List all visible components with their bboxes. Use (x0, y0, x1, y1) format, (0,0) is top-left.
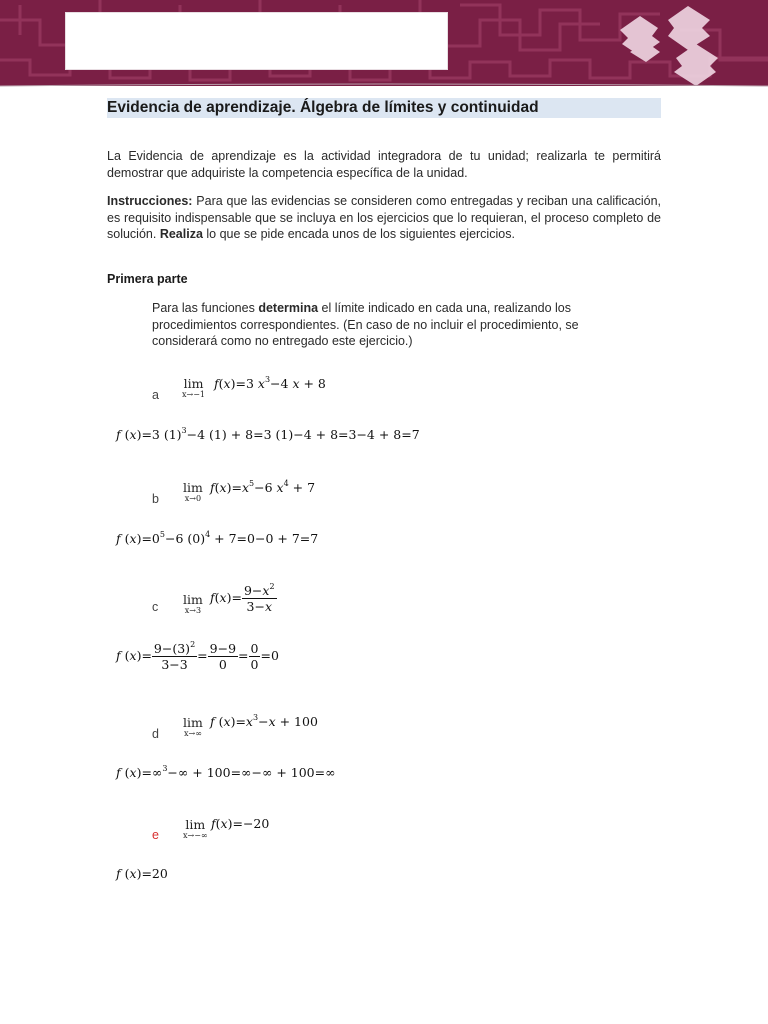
equation-c: f(x)= $\frac{9-x^2}{3-x}$ (210, 582, 275, 614)
lim-word: lim (183, 715, 203, 730)
equation-a: f(x)=3 $x^3-4$ x + 8 (214, 375, 326, 391)
lim-subscript: x→0 (184, 494, 202, 503)
solution-b: f $(x)=0^5-6$ $(0)^4 + 7=0-0 + 7=7$ (116, 530, 319, 546)
equation-d: f $(x)=x^3-x + 100$ (210, 713, 318, 729)
instructions-label: Instrucciones: (107, 194, 193, 208)
limit-operator-c (183, 593, 203, 615)
page-title: Evidencia de aprendizaje. Álgebra de límites y continuidad (107, 99, 539, 116)
instructions-text-1: Para que las evidencias se consideren como entregadas y reciban una calificación, es requisito indispensable que se incluya en los ejercicios que lo requieran, el proceso completo de solución. (107, 194, 661, 241)
lim-subscript: x→−∞ (183, 831, 208, 840)
instructions-bold-word: Realiza (159, 227, 203, 241)
equation-b: $f(x)=x^5-6$ $x^4 + 7$ (210, 479, 316, 495)
lim-word: lim (185, 817, 206, 832)
solution-e: f (x)=20 (116, 866, 168, 881)
solution-d: f (x)=∞$^3$−∞ + 100=∞−∞ + 100=∞ (116, 764, 336, 780)
lim-subscript: x→3 (184, 606, 202, 615)
task-paragraph (152, 300, 642, 350)
item-letter-a: a (152, 388, 159, 402)
solution-c: f (x)= $\frac{9-(3)^2}{3-3}$ = $\frac{9-9}{0}$ = $\frac{0}{0}$ =0 (116, 640, 279, 672)
equation-e: f(x)=−20 (211, 816, 270, 831)
intro-paragraph: La Evidencia de aprendizaje es la actividad integradora de tu unidad; realizarla te permitirá demostrar que adquiriste la competencia específica de la unidad. (107, 149, 661, 180)
limit-operator-b (183, 481, 203, 503)
lim-subscript: x→−1 (182, 390, 206, 399)
lim-word: lim (183, 376, 204, 391)
limit-operator-d (183, 716, 203, 738)
task-text-1: Para las funciones (152, 301, 259, 315)
item-letter-c: c (152, 600, 159, 614)
limit-operator-a (182, 377, 205, 399)
instructions-text-2: lo que se pide encada unos de los siguientes ejercicios. (202, 227, 515, 241)
lim-word: lim (183, 480, 203, 495)
title-placeholder-box (65, 12, 448, 70)
solution-a: f (x)=3 $(1)^3-4$ (1) + 8=3 (1)−4 + 8=3−4 + 8=7 (116, 426, 420, 442)
limit-operator-e (183, 818, 208, 840)
lim-subscript: x→∞ (183, 729, 202, 738)
lim-word: lim (183, 592, 203, 607)
task-bold-word: determina (258, 301, 319, 315)
instructions-paragraph (107, 193, 661, 243)
item-letter-d: d (152, 727, 159, 741)
part-title: Primera parte (107, 272, 188, 286)
task-text-2: el límite indicado en cada una, realizando los procedimientos correspondientes. (En caso de no incluir el procedimiento, se considerará como no entregado este ejercicio.) (152, 301, 579, 348)
item-letter-b: b (152, 492, 159, 506)
item-letter-e: e (152, 828, 159, 842)
